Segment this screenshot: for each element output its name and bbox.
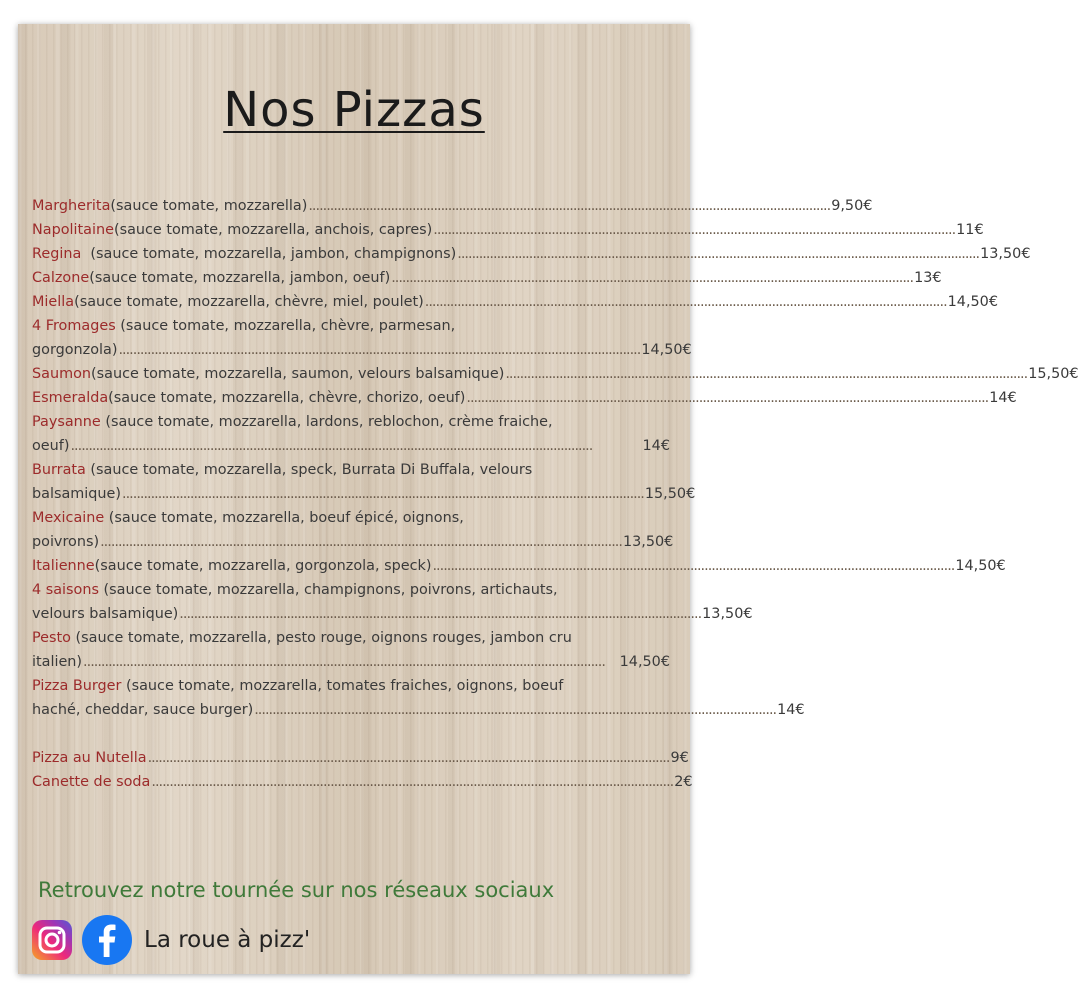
menu-item-calzone <box>32 266 942 290</box>
item-name: Pesto <box>32 630 71 646</box>
item-desc: (sauce tomate, mozzarella, pesto rouge, oignons rouges, jambon cru <box>70 630 572 646</box>
item-name: Canette de soda <box>32 774 151 790</box>
item-price: 9,50€ <box>831 198 873 214</box>
menu-item-pizza-au-nutella <box>32 746 689 770</box>
page-title: Nos Pizzas <box>223 82 485 138</box>
menu-item-regina <box>32 242 1031 266</box>
menu-item-napolitaine <box>32 218 984 242</box>
item-desc: (sauce tomate, mozzarella, jambon, champignons) <box>81 246 457 262</box>
item-price: 13,50€ <box>622 534 674 550</box>
item-name: 4 Fromages <box>32 318 116 334</box>
item-price: 13€ <box>914 270 942 286</box>
dot-leader: .................................................................................................................................................. <box>457 246 980 262</box>
dot-leader: .................................................................................................................................................. <box>118 342 641 358</box>
item-desc-cont: gorgonzola) <box>32 342 118 358</box>
menu-item-canette-de-soda <box>32 770 693 794</box>
item-desc: (sauce tomate, mozzarella, lardons, reblochon, crème fraiche, <box>100 414 553 430</box>
item-price: 2€ <box>674 774 693 790</box>
dot-leader: .................................................................................................................................................. <box>308 198 831 214</box>
item-name: Margherita <box>32 198 111 214</box>
item-name: Saumon <box>32 366 92 382</box>
item-desc-cont: oeuf) <box>32 438 70 454</box>
item-name: Pizza Burger <box>32 678 122 694</box>
dot-leader: .................................................................................................................................................. <box>466 390 989 406</box>
item-price: 11€ <box>956 222 984 238</box>
item-name: Esmeralda <box>32 390 109 406</box>
dot-leader: .................................................................................................................................................. <box>505 366 1028 382</box>
item-desc: (sauce tomate, mozzarella, speck, Burrata Di Buffala, velours <box>85 462 533 478</box>
item-price: 14€ <box>777 702 805 718</box>
instagram-icon[interactable] <box>32 920 72 960</box>
item-desc: (sauce tomate, mozzarella, saumon, velours balsamique) <box>91 366 505 382</box>
menu-item-pizza-burger <box>32 674 805 722</box>
item-price: 14€ <box>642 438 670 454</box>
menu-item-italienne <box>32 554 1006 578</box>
dot-leader: .................................................................................................................................................. <box>122 486 644 502</box>
item-name: Mexicaine <box>32 510 105 526</box>
item-price: 13,50€ <box>702 606 753 622</box>
item-desc: (sauce tomate, mozzarella, boeuf épicé, oignons, <box>104 510 464 526</box>
item-desc: (sauce tomate, mozzarella, tomates fraiches, oignons, boeuf <box>121 678 564 694</box>
item-name: Calzone <box>32 270 90 286</box>
dot-leader: .................................................................................................................................................. <box>70 438 593 454</box>
item-price: 14,50€ <box>947 294 998 310</box>
item-price: 14,50€ <box>619 654 670 670</box>
item-desc: (sauce tomate, mozzarella, champignons, poivrons, artichauts, <box>98 582 558 598</box>
social-tagline: Retrouvez notre tournée sur nos réseaux sociaux <box>38 878 555 902</box>
menu-item-burrata <box>32 458 696 506</box>
social-row <box>32 917 310 963</box>
item-name: Regina <box>32 246 82 262</box>
dot-leader: .................................................................................................................................................. <box>83 654 605 670</box>
dot-leader: .................................................................................................................................................. <box>432 558 955 574</box>
item-price: 15,50€ <box>1028 366 1079 382</box>
section-gap <box>32 722 670 746</box>
item-name: 4 saisons <box>32 582 99 598</box>
item-desc: (sauce tomate, mozzarella, jambon, oeuf) <box>89 270 391 286</box>
item-price: 9€ <box>670 750 689 766</box>
dot-leader: .................................................................................................................................................. <box>391 270 914 286</box>
item-name: Italienne <box>32 558 95 574</box>
item-price: 14€ <box>989 390 1017 406</box>
menu-item-4-fromages <box>32 314 692 362</box>
menu-item-4-saisons <box>32 578 753 626</box>
facebook-icon[interactable] <box>82 915 132 965</box>
menu-item-miella <box>32 290 998 314</box>
item-desc-cont: velours balsamique) <box>32 606 179 622</box>
dot-leader: .................................................................................................................................................. <box>100 534 622 550</box>
menu-item-margherita <box>32 194 873 218</box>
item-price: 13,50€ <box>980 246 1031 262</box>
item-desc: (sauce tomate, mozzarella) <box>110 198 308 214</box>
item-name: Pizza au Nutella <box>32 750 147 766</box>
menu-item-esmeralda <box>32 386 1017 410</box>
item-name: Burrata <box>32 462 86 478</box>
item-price: 14,50€ <box>641 342 692 358</box>
dot-leader: .................................................................................................................................................. <box>254 702 777 718</box>
menu-item-saumon <box>32 362 1079 386</box>
item-desc-cont: balsamique) <box>32 486 122 502</box>
item-desc-cont: haché, cheddar, sauce burger) <box>32 702 254 718</box>
dot-leader: .................................................................................................................................................. <box>147 750 670 766</box>
social-handle: La roue à pizz' <box>144 927 311 953</box>
dot-leader: .................................................................................................................................................. <box>151 774 674 790</box>
item-price: 15,50€ <box>644 486 696 502</box>
dot-leader: .................................................................................................................................................. <box>179 606 702 622</box>
item-name: Miella <box>32 294 75 310</box>
item-name: Paysanne <box>32 414 101 430</box>
item-price: 14,50€ <box>955 558 1006 574</box>
item-desc-cont: italien) <box>32 654 83 670</box>
menu-item-mexicaine <box>32 506 674 554</box>
item-desc: (sauce tomate, mozzarella, chèvre, miel, poulet) <box>74 294 424 310</box>
item-desc: (sauce tomate, mozzarella, chèvre, chorizo, oeuf) <box>108 390 466 406</box>
item-desc: (sauce tomate, mozzarella, anchois, capres) <box>113 222 433 238</box>
menu-item-pesto <box>32 626 670 674</box>
item-desc: (sauce tomate, mozzarella, chèvre, parmesan, <box>115 318 456 334</box>
item-name: Napolitaine <box>32 222 114 238</box>
menu-page <box>18 24 1079 974</box>
item-desc-cont: poivrons) <box>32 534 100 550</box>
item-desc: (sauce tomate, mozzarella, gorgonzola, speck) <box>94 558 432 574</box>
dot-leader: .................................................................................................................................................. <box>424 294 947 310</box>
menu-item-paysanne <box>32 410 670 458</box>
pizza-list <box>32 194 1079 794</box>
dot-leader: .................................................................................................................................................. <box>433 222 956 238</box>
